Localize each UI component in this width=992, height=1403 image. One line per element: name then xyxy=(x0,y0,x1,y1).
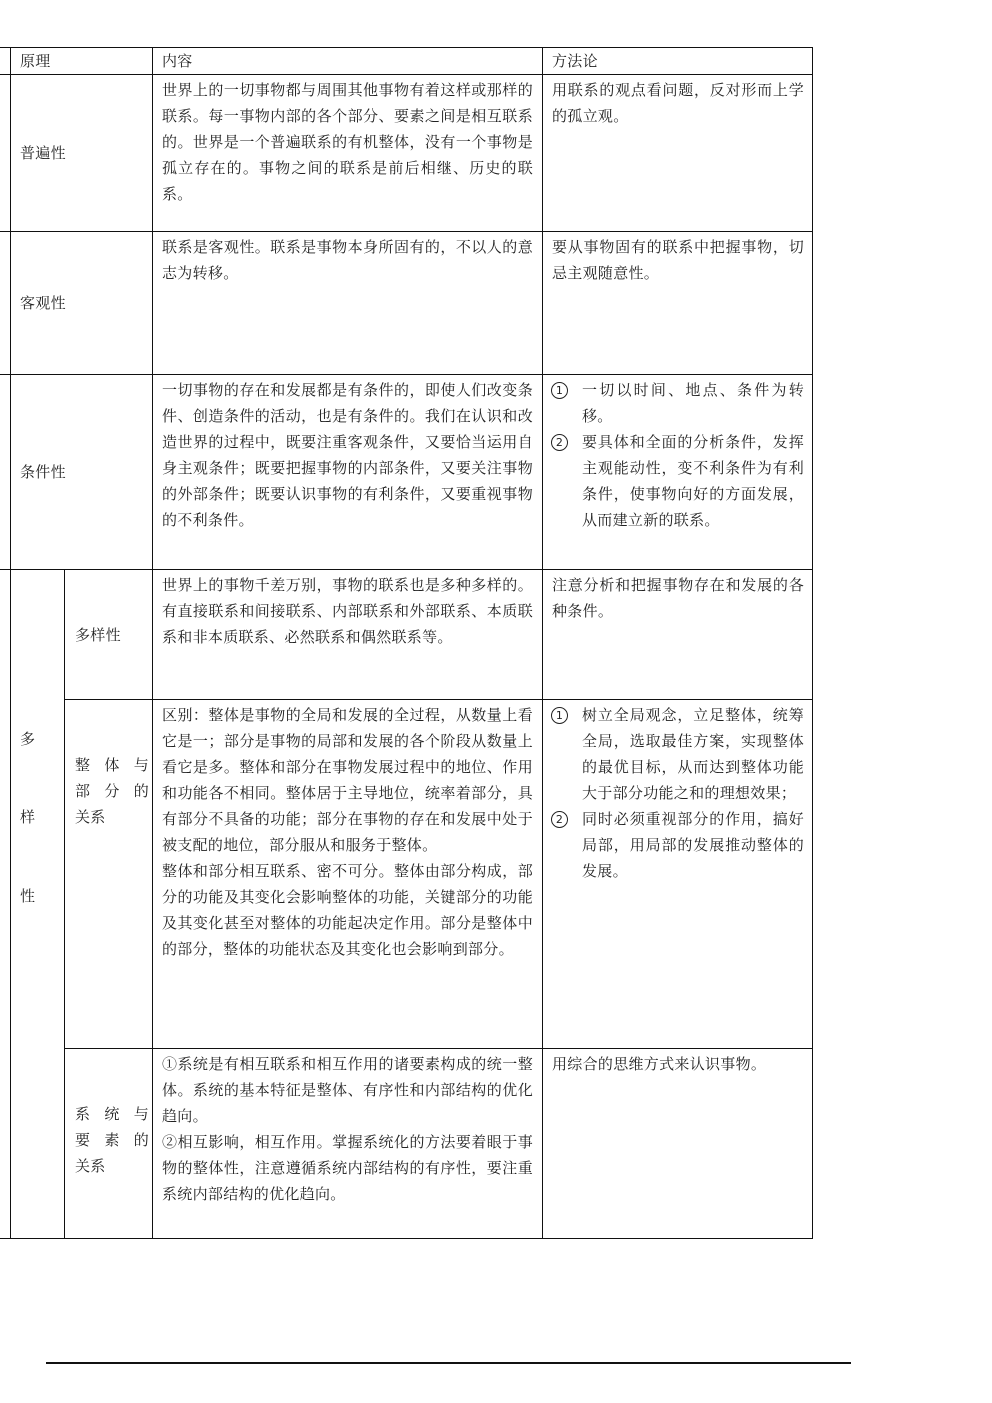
content-paragraph: ②相互影响，相互作用。掌握系统化的方法要着眼于事物的整体性，注意遵循系统内部结构的有序性，要注重系统内部结构的优化趋向。 xyxy=(162,1133,533,1203)
method-item-text: 一切以时间、地点、条件为转移。 xyxy=(582,381,804,425)
content-system-element xyxy=(153,1049,542,1238)
row-label-whole-part xyxy=(65,752,149,832)
content-objectivity: 联系是客观性。联系是事物本身所固有的，不以人的意志为转移。 xyxy=(162,238,533,282)
diversity-group-char: 性 xyxy=(20,887,36,905)
label-text: 普遍性 xyxy=(20,144,66,162)
label-line: 关系 xyxy=(75,1157,106,1175)
method-item-text: 树立全局观念，立足整体，统筹全局，选取最佳方案，实现整体的最优目标，从而达到整体功能大于部分功能之和的理想效果； xyxy=(582,706,804,802)
row-label-system-element xyxy=(65,1101,149,1181)
method-item-text: 同时必须重视部分的作用，搞好局部，用局部的发展推动整体的发展。 xyxy=(582,810,804,880)
content-paragraph: ①系统是有相互联系和相互作用的诸要素构成的统一整体。系统的基本特征是整体、有序性和内部结构的优化趋向。 xyxy=(162,1055,533,1125)
method-variety: 注意分析和把握事物存在和发展的各种条件。 xyxy=(552,576,804,620)
content-variety: 世界上的事物千差万别，事物的联系也是多种多样的。有直接联系和间接联系、内部联系和外部联系、本质联系和非本质联系、必然联系和偶然联系等。 xyxy=(162,576,533,646)
row-label-conditionality xyxy=(11,375,152,569)
header-content: 内容 xyxy=(162,52,193,70)
method-whole-part xyxy=(543,700,812,1048)
method-item xyxy=(551,429,804,533)
circled-number-icon: 1 xyxy=(551,382,568,399)
method-item-text: 要具体和全面的分析条件，发挥主观能动性，变不利条件为有利条件，使事物向好的方面发展，从而建立新的联系。 xyxy=(582,433,804,529)
label-line: 要素的 xyxy=(75,1131,149,1149)
label-text: 客观性 xyxy=(20,294,66,312)
row-label-universality xyxy=(11,75,152,231)
method-universality: 用联系的观点看问题，反对形而上学的孤立观。 xyxy=(552,81,804,125)
content-paragraph: 整体和部分相互联系、密不可分。整体由部分构成，部分的功能及其变化会影响整体的功能，关键部分的功能及其变化甚至对整体的功能起决定作用。部分是整体中的部分，整体的功能状态及其变化也会影响到部分。 xyxy=(162,862,533,958)
row-label-objectivity xyxy=(11,232,152,374)
diversity-group-char: 样 xyxy=(20,808,36,826)
row-label-variety xyxy=(65,570,152,699)
diversity-group-char: 多 xyxy=(20,730,36,748)
method-objectivity: 要从事物固有的联系中把握事物，切忌主观随意性。 xyxy=(552,238,804,282)
content-conditionality: 一切事物的存在和发展都是有条件的，即使人们改变条件、创造条件的活动，也是有条件的。我们在认识和改造世界的过程中，既要注重客观条件，又要恰当运用自身主观条件；既要把握事物的内部条件，又要关注事物的外部条件；既要认识事物的有利条件，又要重视事物的不利条件。 xyxy=(162,381,533,529)
method-item xyxy=(551,806,804,884)
content-paragraph: 区别：整体是事物的全局和发展的全过程，从数量上看它是一；部分是事物的局部和发展的各个阶段从数量上看它是多。整体和部分在事物发展过程中的地位、作用和功能各不相同。整体居于主导地位，统率着部分，具有部分不具备的功能；部分在事物的存在和发展中处于被支配的地位，部分服从和服务于整体。 xyxy=(162,706,533,854)
method-item xyxy=(551,377,804,429)
header-principle: 原理 xyxy=(20,52,51,70)
label-text: 多样性 xyxy=(75,625,121,644)
label-text: 条件性 xyxy=(20,463,66,481)
circled-number-icon: 2 xyxy=(551,434,568,451)
method-conditionality xyxy=(543,375,812,569)
circled-number-icon: 1 xyxy=(551,707,568,724)
label-line: 关系 xyxy=(75,808,106,826)
label-line: 整体与 xyxy=(75,756,149,774)
method-system-element: 用综合的思维方式来认识事物。 xyxy=(552,1055,767,1073)
label-line: 部分的 xyxy=(75,782,149,800)
footer-divider xyxy=(46,1362,851,1364)
label-line: 系统与 xyxy=(75,1105,149,1123)
circled-number-icon: 2 xyxy=(551,811,568,828)
content-whole-part xyxy=(153,700,542,1048)
method-item xyxy=(551,702,804,806)
header-methodology: 方法论 xyxy=(552,52,598,70)
content-universality: 世界上的一切事物都与周围其他事物有着这样或那样的联系。每一事物内部的各个部分、要素之间是相互联系的。世界是一个普遍联系的有机整体，没有一个事物是孤立存在的。事物之间的联系是前后相继、历史的联系。 xyxy=(162,81,533,203)
